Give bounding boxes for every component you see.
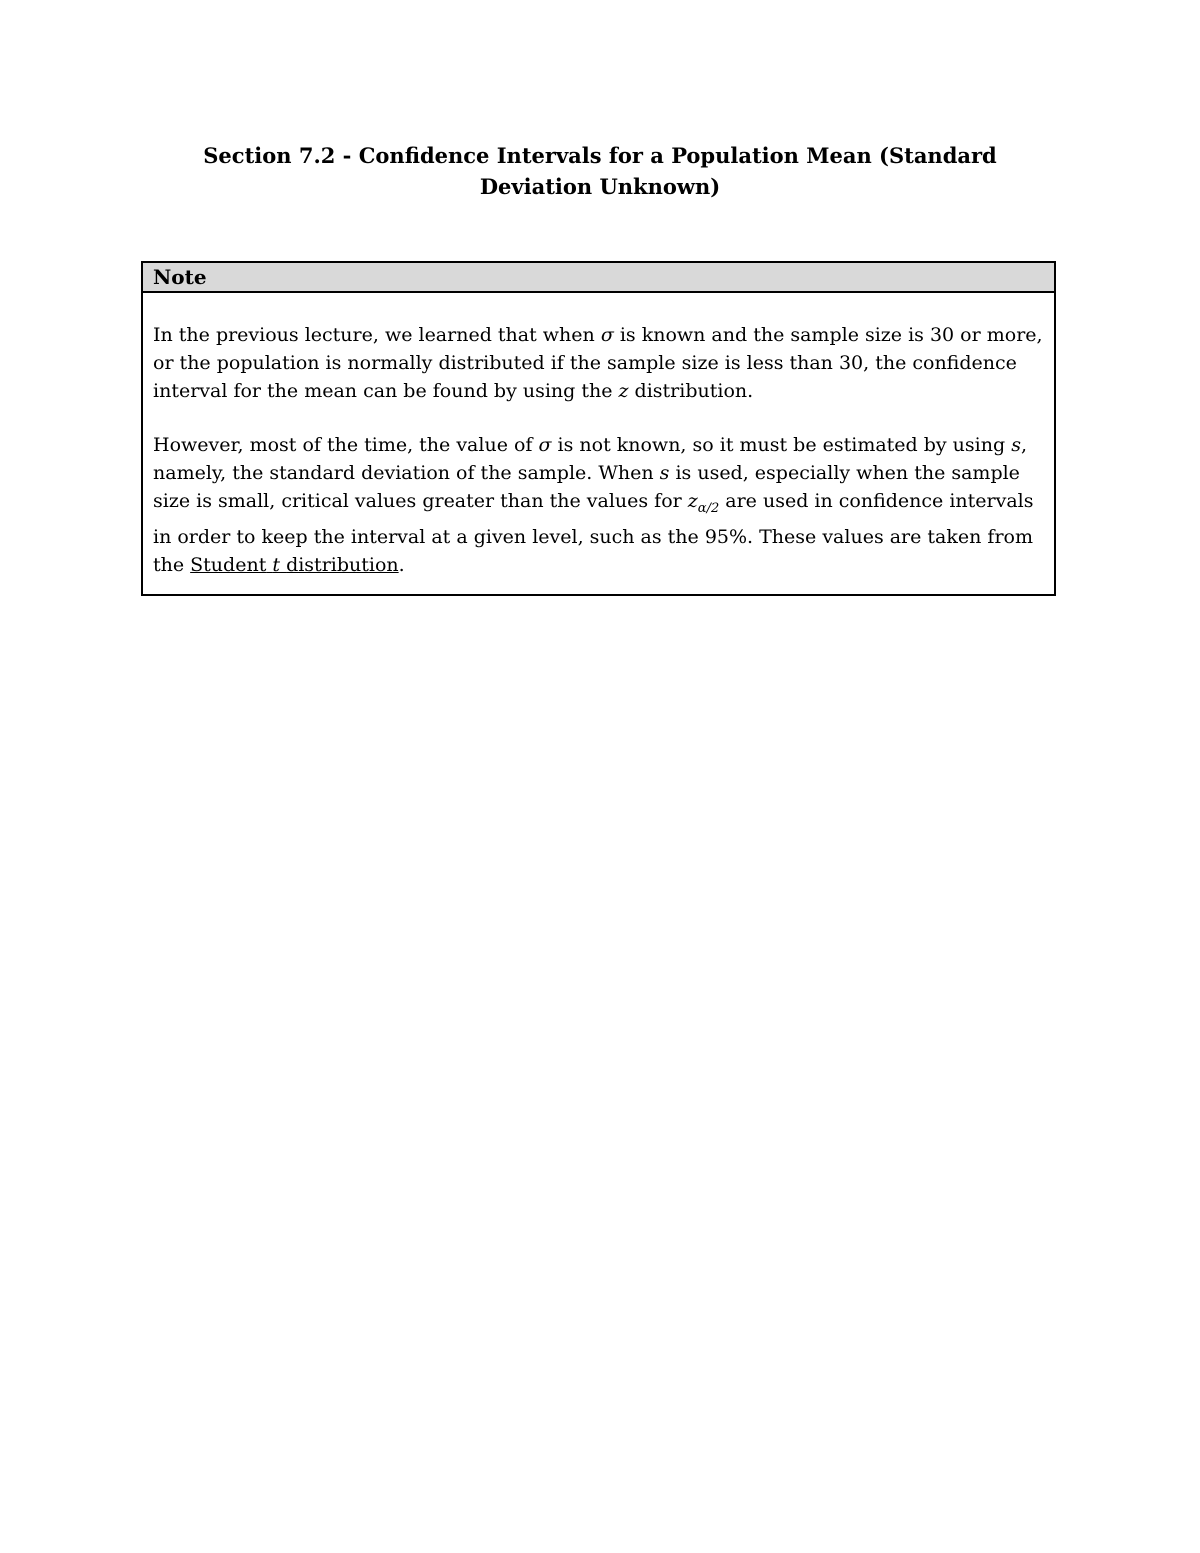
p1-text-2: is known and the sample size is 30 or more, or the population is normally distributed if the sample size is less than 30, the confidence interval for the mean can be found by using the (153, 324, 1043, 402)
z-symbol: z (687, 490, 698, 512)
link-t-symbol: t (272, 553, 281, 576)
p1-text-1: In the previous lecture, we learned that when (153, 324, 601, 346)
p2-text-3: , namely, the standard deviation of the sample. When (153, 434, 1027, 484)
sigma-symbol: σ (538, 434, 552, 456)
z-symbol: z (618, 380, 629, 402)
p1-text-3: distribution. (628, 380, 754, 402)
note-box (141, 261, 1056, 596)
z-alpha-half-symbol (687, 490, 720, 516)
s-symbol: s (1011, 434, 1021, 456)
s-symbol: s (659, 462, 670, 484)
p2-text-5: are used in confidence intervals in order to keep the interval at a given level, such as the 95%. These values are taken from the (153, 490, 1034, 576)
note-header: Note (143, 263, 1054, 293)
note-body (143, 293, 1054, 579)
note-paragraph-1 (153, 321, 1044, 405)
p2-text-4: is used, especially when the sample size is small, critical values greater than the values for (153, 462, 1020, 512)
student-t-distribution-link[interactable] (190, 554, 398, 576)
alpha-half-subscript: α/2 (697, 500, 720, 516)
page-title: Section 7.2 - Confidence Intervals for a Population Mean (Standard Deviation Unknown) (203, 143, 997, 199)
p2-text-2: is not known, so it must be estimated by using (551, 434, 1012, 456)
p2-text-6: . (398, 553, 405, 576)
link-word-distribution: distribution (286, 553, 399, 576)
p2-text-1: However, most of the time, the value of (153, 434, 539, 456)
link-word-student: Student (190, 553, 267, 576)
note-paragraph-2 (153, 431, 1044, 579)
sigma-symbol: σ (600, 324, 614, 346)
